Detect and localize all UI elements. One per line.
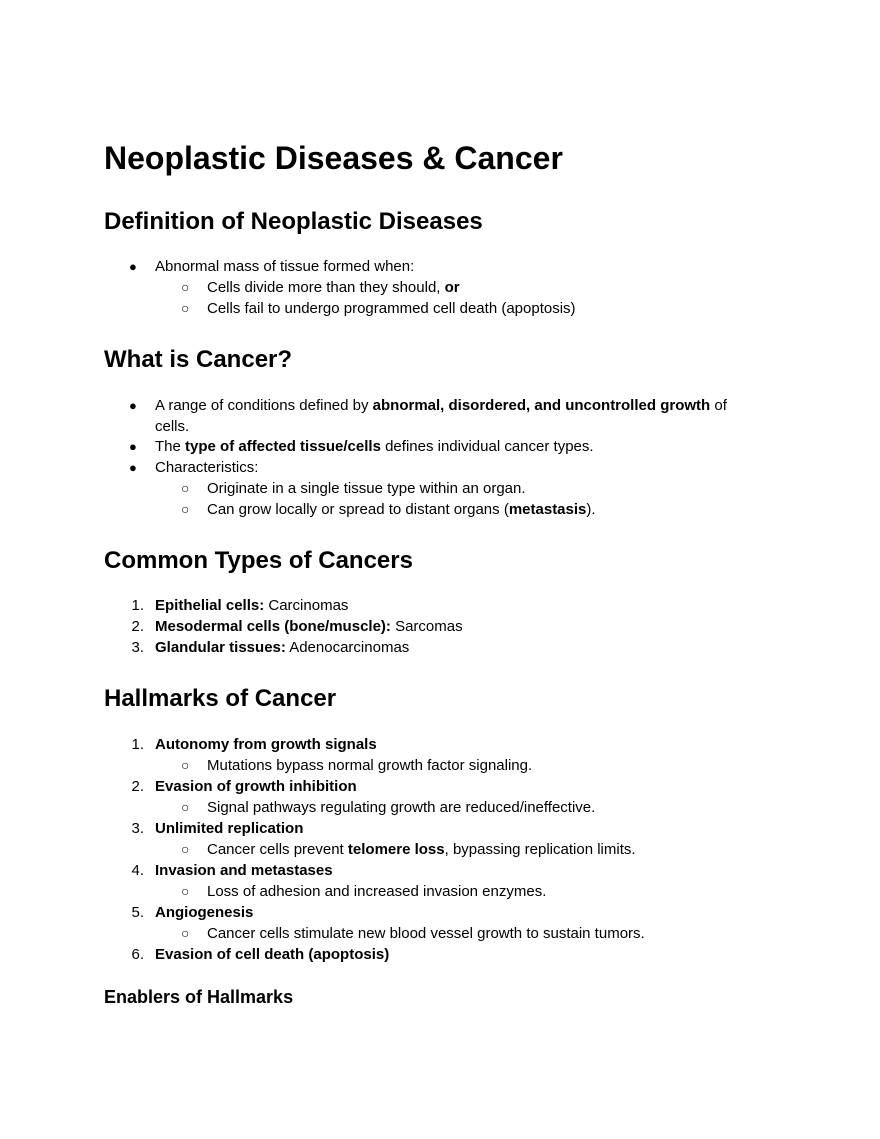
list-number: 3.: [131, 820, 144, 837]
list-item: Mutations bypass normal growth factor signaling.: [207, 757, 533, 774]
list-item: Unlimited replication: [155, 820, 304, 837]
list-item: Characteristics:: [155, 459, 259, 476]
bullet-icon: ●: [129, 398, 137, 413]
list-number: 2.: [131, 778, 144, 795]
list-item: Originate in a single tissue type within an organ.: [207, 480, 526, 497]
list-item: The type of affected tissue/cells defines individual cancer types.: [155, 438, 594, 455]
circle-bullet-icon: ○: [181, 757, 190, 773]
circle-bullet-icon: ○: [181, 300, 190, 316]
circle-bullet-icon: ○: [181, 925, 190, 941]
list-item-continuation: cells.: [155, 418, 190, 435]
bullet-icon: ●: [129, 460, 137, 475]
heading-enablers: Enablers of Hallmarks: [104, 987, 294, 1007]
circle-bullet-icon: ○: [181, 279, 190, 295]
circle-bullet-icon: ○: [181, 883, 190, 899]
list-item: Can grow locally or spread to distant organs (metastasis).: [207, 501, 596, 518]
list-number: 5.: [131, 904, 144, 921]
heading-common-types: Common Types of Cancers: [104, 547, 413, 574]
list-item: Invasion and metastases: [155, 862, 333, 879]
list-item: Cells divide more than they should, or: [207, 279, 460, 296]
list-item: Loss of adhesion and increased invasion enzymes.: [207, 883, 547, 900]
bullet-icon: ●: [129, 439, 137, 454]
circle-bullet-icon: ○: [181, 480, 190, 496]
heading-hallmarks: Hallmarks of Cancer: [104, 685, 337, 712]
list-number: 1.: [131, 736, 144, 753]
list-item: Signal pathways regulating growth are reduced/ineffective.: [207, 799, 596, 816]
list-item: Glandular tissues: Adenocarcinomas: [155, 639, 410, 656]
list-item: Cancer cells stimulate new blood vessel growth to sustain tumors.: [207, 925, 645, 942]
page-title: Neoplastic Diseases & Cancer: [104, 140, 563, 176]
list-item: Cells fail to undergo programmed cell death (apoptosis): [207, 300, 576, 317]
list-item: Evasion of growth inhibition: [155, 778, 357, 795]
list-item: Cancer cells prevent telomere loss, bypassing replication limits.: [207, 841, 636, 858]
circle-bullet-icon: ○: [181, 841, 190, 857]
list-number: 3.: [131, 639, 144, 656]
list-number: 2.: [131, 618, 144, 635]
circle-bullet-icon: ○: [181, 501, 190, 517]
circle-bullet-icon: ○: [181, 799, 190, 815]
list-number: 1.: [131, 597, 144, 614]
list-item: Autonomy from growth signals: [155, 736, 377, 753]
list-number: 6.: [131, 946, 144, 963]
list-number: 4.: [131, 862, 144, 879]
list-item: Evasion of cell death (apoptosis): [155, 946, 390, 963]
list-item: Abnormal mass of tissue formed when:: [155, 258, 415, 275]
list-item: Angiogenesis: [155, 904, 254, 921]
list-item: Epithelial cells: Carcinomas: [155, 597, 349, 614]
list-item: Mesodermal cells (bone/muscle): Sarcomas: [155, 618, 463, 635]
bullet-icon: ●: [129, 259, 137, 274]
heading-definition: Definition of Neoplastic Diseases: [104, 208, 483, 235]
heading-what-is-cancer: What is Cancer?: [104, 346, 293, 373]
list-item: A range of conditions defined by abnormal, disordered, and uncontrolled growth of: [155, 397, 727, 414]
